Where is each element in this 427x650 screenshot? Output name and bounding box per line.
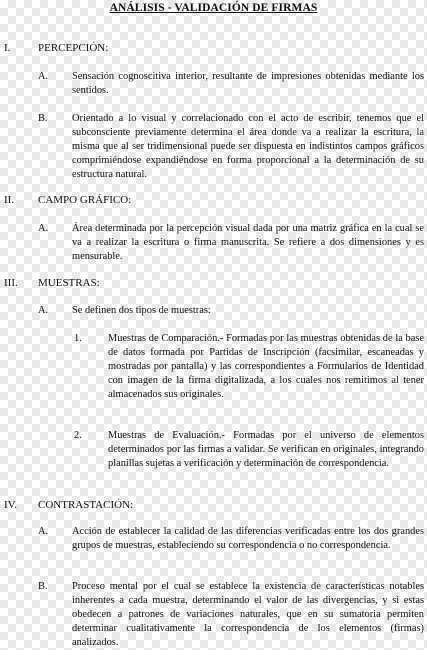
section-number: I. xyxy=(4,42,11,54)
item-marker: B. xyxy=(38,581,48,592)
section-heading: MUESTRAS: xyxy=(38,277,100,289)
item-marker: A. xyxy=(38,71,49,82)
item-marker: A. xyxy=(38,223,49,234)
item-text: Muestras de Comparación.- Formadas por las muestras obtenidas de la base de datos formada por Partidas de Inscripción (facsimilar, escaneadas y mostradas por pantalla) y las correspondientes a Formularios de Identidad con imagen de la firma digitalizada, a los cuales nos remitimos al tener almacenados sus originales. xyxy=(108,333,424,400)
section-heading: PERCEPCIÓN: xyxy=(38,42,109,54)
item-text: Muestras de Evaluación.- Formadas por el universo de elementos determinados por las firmas a validar. Se verifican en originales, integrando planillas sujetas a verificación y determinación de correspondencia. xyxy=(108,430,424,469)
item-marker: A. xyxy=(38,526,49,537)
document-title: ANÁLISIS - VALIDACIÓN DE FIRMAS xyxy=(109,2,318,14)
item-text: Acción de establecer la calidad de las diferencias verificadas entre los dos grandes grupos de muestras, estableciendo su correspondencia o no correspondencia. xyxy=(72,526,424,551)
item-text: Orientado a lo visual y correlacionado con el acto de escribir, tenemos que el subconsciente previamente determina el área donde va a realizar la escritura, la misma que al ser tridimensional puede ser dispuesta en indistintos campos gráficos comprimiéndose expandiéndose en forma proporcional a la determinación de su estructura natural. xyxy=(72,113,424,180)
section-number: IV. xyxy=(4,499,17,511)
item-text: Sensación cognoscitiva interior, resultante de impresiones obtenidas mediante los sentidos. xyxy=(72,71,424,96)
item-text: Proceso mental por el cual se establece la existencia de características notables inherentes a cada muestra, determinando el valor de las divergencias, y si estas obedecen a patrones de variaciones naturales, que en su sumatoria permiten determinar cualitativamente la correspondencia de los elementos (firmas) analizados. xyxy=(72,581,424,648)
section-number: III. xyxy=(4,277,18,289)
item-marker: A. xyxy=(38,305,49,316)
item-text: Área determinada por la percepción visual dada por una matriz gráfica en la cual se va a realizar la escritura o firma manuscrita. Se refiere a dos dimensiones y es mensurable. xyxy=(72,223,424,262)
item-marker: B. xyxy=(38,113,48,124)
item-marker: 1. xyxy=(74,333,82,344)
item-marker: 2. xyxy=(74,430,82,441)
item-text: Se definen dos tipos de muestras: xyxy=(72,305,211,316)
section-heading: CONTRASTACIÓN: xyxy=(38,499,134,511)
section-number: II. xyxy=(4,194,15,206)
section-heading: CAMPO GRÁFICO: xyxy=(38,194,132,206)
